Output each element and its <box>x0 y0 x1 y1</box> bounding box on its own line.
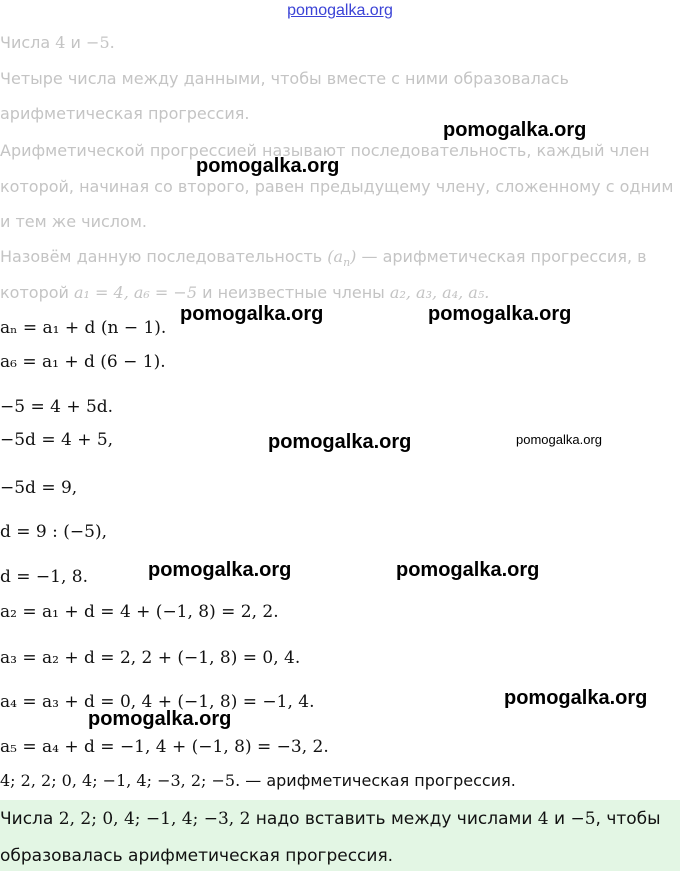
task-line-2: Четыре числа между данными, чтобы вместе с ними образовалась <box>0 69 569 88</box>
equation-2: a₆ = a₁ + d (6 − 1). <box>0 352 166 372</box>
answer-prefix: Числа <box>0 809 59 829</box>
watermark: pomogalka.org <box>268 431 412 453</box>
task-title-b: −5. <box>86 33 115 52</box>
task-title-a: 4 <box>55 33 66 52</box>
watermark: pomogalka.org <box>504 687 648 709</box>
watermark: pomogalka.org <box>516 432 602 447</box>
sequence-numbers: 4; 2, 2; 0, 4; −1, 4; −3, 2; −5. <box>0 771 241 790</box>
answer-end: , чтобы <box>595 809 661 829</box>
equation-9: a₃ = a₂ + d = 2, 2 + (−1, 8) = 0, 4. <box>0 648 301 668</box>
site-link[interactable]: pomogalka.org <box>287 2 393 19</box>
sequence-line <box>0 771 516 790</box>
watermark: pomogalka.org <box>428 303 572 325</box>
answer-and: и <box>548 809 571 829</box>
equation-1: aₙ = a₁ + d (n − 1). <box>0 318 167 338</box>
task-title-prefix: Числа <box>0 33 56 52</box>
theory-line-3: и тем же числом. <box>0 212 147 231</box>
equation-4: −5d = 4 + 5, <box>0 430 114 450</box>
equation-7: d = −1, 8. <box>0 567 89 587</box>
watermark: pomogalka.org <box>180 303 324 325</box>
answer-a: 4 <box>537 809 549 829</box>
equation-10: a₄ = a₃ + d = 0, 4 + (−1, 8) = −1, 4. <box>0 692 315 712</box>
equation-3: −5 = 4 + 5d. <box>0 397 114 417</box>
theory-line-5-terms: a₂, a₃, a₄, a₅. <box>389 283 490 302</box>
watermark: pomogalka.org <box>396 559 540 581</box>
watermark: pomogalka.org <box>88 708 232 730</box>
theory-line-4-close: ) <box>350 247 357 266</box>
watermark: pomogalka.org <box>148 559 292 581</box>
theory-line-2: которой, начиная со второго, равен предыдущему члену, сложенному с одним <box>0 177 674 196</box>
equation-8: a₂ = a₁ + d = 4 + (−1, 8) = 2, 2. <box>0 602 279 622</box>
theory-line-5 <box>0 283 489 302</box>
equation-5: −5d = 9, <box>0 478 78 498</box>
answer-numbers: 2, 2; 0, 4; −1, 4; −3, 2 <box>58 809 251 829</box>
task-title-mid: и <box>65 33 87 52</box>
theory-line-4-b: — арифметическая прогрессия, в <box>356 247 647 266</box>
theory-line-5-a: которой <box>0 283 74 302</box>
answer-mid: надо вставить между числами <box>250 809 538 829</box>
theory-line-4 <box>0 247 647 269</box>
theory-line-5-b: и неизвестные члены <box>197 283 390 302</box>
theory-line-1: Арифметической прогрессией называют последовательность, каждый член <box>0 141 650 160</box>
watermark: pomogalka.org <box>196 155 340 177</box>
theory-line-5-eq: a₁ = 4, a₆ = −5 <box>74 283 197 302</box>
theory-line-4-sub: n <box>343 256 351 270</box>
answer-b: −5 <box>570 809 596 829</box>
equation-11: a₅ = a₄ + d = −1, 4 + (−1, 8) = −3, 2. <box>0 737 329 757</box>
answer-line-1 <box>0 809 661 829</box>
equation-6: d = 9 : (−5), <box>0 522 108 542</box>
watermark: pomogalka.org <box>443 119 587 141</box>
task-line-3: арифметическая прогрессия. <box>0 104 250 123</box>
answer-line-2: образовалась арифметическая прогрессия. <box>0 846 394 866</box>
theory-line-4-sym: (a <box>327 247 344 266</box>
sequence-text: — арифметическая прогрессия. <box>240 771 516 790</box>
task-title <box>0 33 115 52</box>
theory-line-4-a: Назовём данную последовательность <box>0 247 328 266</box>
